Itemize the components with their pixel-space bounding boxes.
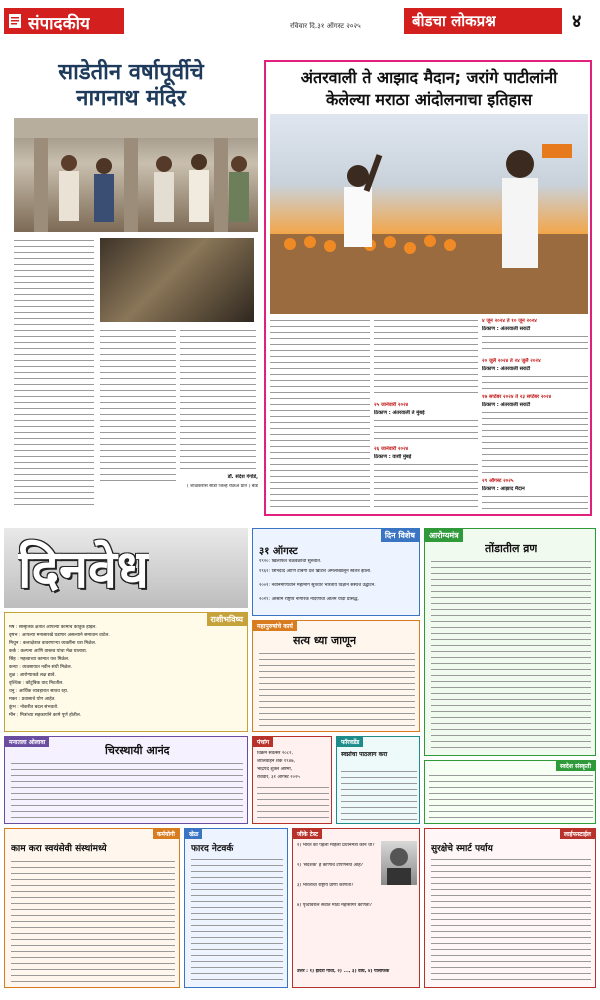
karmayogi-box bbox=[4, 828, 180, 988]
newspaper-emblem-icon bbox=[8, 12, 24, 30]
forward-box bbox=[336, 736, 420, 824]
gk-label: जीके टेस्ट bbox=[293, 829, 322, 839]
dinvishesh-box bbox=[252, 528, 420, 616]
timeline-place-7: ठिकाण : आझाद मैदान bbox=[482, 486, 525, 492]
story-box bbox=[424, 760, 596, 824]
manas-body bbox=[11, 761, 243, 821]
main-article bbox=[264, 60, 592, 516]
timeline-place-6: ठिकाण : अंतरवाली सराटी bbox=[482, 402, 531, 408]
timeline-place-1: ठिकाण : अंतरवाली ते मुंबई bbox=[374, 410, 425, 416]
panchang-line: विक्रम संवत्सर २०८२, bbox=[257, 751, 293, 756]
dinvedh-masthead bbox=[4, 528, 248, 608]
mahapurush-label: महापुरुषांचे कार्य bbox=[253, 621, 297, 631]
karmayogi-label: कर्मयोगी bbox=[153, 829, 179, 839]
gk-question: ४) पृथ्वीवरील सर्वात मोठा महासागर कोणता? bbox=[297, 903, 373, 908]
khel-box bbox=[184, 828, 288, 988]
rashi-box bbox=[4, 612, 248, 732]
timeline-col-3 bbox=[482, 318, 588, 514]
newspaper-name: बीडचा लोकप्रश्न bbox=[412, 12, 496, 30]
timeline-place-4: ठिकाण : अंतरवाली सराटी bbox=[482, 326, 531, 332]
portrait-photo bbox=[381, 841, 417, 885]
gk-question: ३) भारताचा राष्ट्रीय प्राणी कोणता? bbox=[297, 883, 354, 888]
timeline-date-4: ४ जून २०२४ ते १० जून २०२४ bbox=[482, 318, 537, 324]
forward-body bbox=[341, 769, 417, 821]
gk-box bbox=[292, 828, 420, 988]
col3-body-c bbox=[482, 410, 588, 474]
rashi-item: धनु : आर्थिक व्यवहारात सावध रहा. bbox=[9, 689, 69, 694]
col3-body-b bbox=[482, 374, 588, 390]
timeline-date-5: २० जुलै २०२४ ते २४ जुलै २०२४ bbox=[482, 358, 541, 364]
mahapurush-title: सत्य ध्या जाणून bbox=[293, 634, 357, 647]
col3-body-a bbox=[482, 334, 588, 354]
temple-group-photo bbox=[14, 118, 258, 232]
rashi-item: कन्या : व्यवसायात नवीन संधी मिळेल. bbox=[9, 665, 73, 670]
karmayogi-title: काम करा स्वयंसेवी संस्थांमध्ये bbox=[11, 844, 107, 854]
arogya-body bbox=[431, 559, 591, 749]
section-title: संपादकीय bbox=[28, 14, 90, 34]
forward-label: फॉरवर्डेड bbox=[337, 737, 363, 747]
timeline-date-6: १७ सप्टेंबर २०२४ ते २३ सप्टेंबर २०२४ bbox=[482, 394, 552, 400]
tech-body bbox=[431, 857, 591, 985]
manas-label: मनातला ओलावा bbox=[5, 737, 49, 747]
main-article-title-2: केलेल्या मराठा आंदोलनाचा इतिहास bbox=[325, 90, 533, 109]
rashi-item: मकर : प्रवासाचे योग आहेत. bbox=[9, 697, 56, 702]
timeline-date-7: २९ ऑगस्ट २०२५ bbox=[482, 478, 514, 484]
temple-stone-photo bbox=[100, 238, 254, 322]
page-number: ४ bbox=[572, 11, 582, 32]
timeline-col-1 bbox=[270, 318, 370, 514]
dateline: रविवार दि.३१ ऑगस्ट २०२५ bbox=[290, 22, 361, 30]
timeline-place-5: ठिकाण : अंतरवाली सराटी bbox=[482, 366, 531, 372]
dinvishesh-item: १९२०: खिलाफत चळवळीची सुरुवात. bbox=[259, 559, 322, 564]
left-article-body-col1 bbox=[14, 238, 94, 508]
dinvishesh-date: ३१ ऑगस्ट bbox=[259, 546, 298, 557]
arogya-label: आरोग्यमंत्र bbox=[425, 529, 463, 542]
khel-title: फारद नेटवर्क bbox=[191, 844, 234, 854]
gk-question: २) 'संदेशक' हे कोणाचे टोपणनाव आहे? bbox=[297, 863, 364, 868]
col2-body-top bbox=[374, 318, 478, 398]
left-article-body-col3 bbox=[180, 328, 256, 470]
rashi-item: वृश्चिक : कौटुंबिक वाद मिटतील. bbox=[9, 681, 64, 686]
manas-title: चिरस्थायी आनंद bbox=[105, 744, 170, 757]
rashi-item: मेष : सांसृतिक क्षेत्रात आपल्या कामाचे कौतुक होईल. bbox=[9, 625, 97, 630]
col2-body-mid bbox=[374, 418, 478, 442]
rashi-list bbox=[9, 625, 245, 731]
left-article-body-col2 bbox=[100, 328, 176, 482]
rashi-item: मिथुन : कलाक्षेत्रात वावरणाऱ्या व्यक्तींना यश मिळेल. bbox=[9, 641, 97, 646]
karmayogi-body bbox=[11, 859, 175, 985]
rashi-item: कुंभ : नोकरीत बदल संभवतो. bbox=[9, 705, 59, 710]
khel-label: खेळ bbox=[185, 829, 202, 839]
left-article bbox=[4, 56, 258, 514]
dinvishesh-label: दिन विशेष bbox=[381, 529, 419, 542]
story-body bbox=[429, 773, 593, 821]
mahapurush-box bbox=[252, 620, 420, 732]
rashi-item: मीन : मित्रांच्या सहकार्याने कामे पूर्ण होतील. bbox=[9, 713, 82, 718]
rashi-item: वृषभ : आपल्या मनासारखे घडणार असल्याने समाधान वाटेल. bbox=[9, 633, 110, 638]
manas-box bbox=[4, 736, 248, 824]
rashi-item: सिंह : महत्वाच्या कामात यश मिळेल. bbox=[9, 657, 70, 662]
rally-photo bbox=[270, 114, 588, 314]
timeline-place-2: ठिकाण : वाशी मुंबई bbox=[374, 454, 412, 460]
mahapurush-body bbox=[259, 651, 415, 729]
section-title-box bbox=[4, 8, 124, 34]
panchang-body bbox=[257, 785, 329, 821]
arogya-box bbox=[424, 528, 596, 756]
col1-body bbox=[270, 318, 370, 508]
arogya-title: तोंडातील व्रण bbox=[485, 542, 538, 555]
panchang-label: पंचांग bbox=[253, 737, 273, 747]
panchang-box bbox=[252, 736, 332, 824]
left-article-title-2: नागनाथ मंदिर bbox=[76, 86, 186, 111]
panchang-line: रविवार, ३१ ऑगस्ट २०२५ bbox=[257, 775, 300, 780]
rashi-label: राशीभविष्य bbox=[207, 613, 247, 626]
dinvedh-title: दिनवेध bbox=[18, 540, 149, 600]
left-article-signature: डॉ. संदेश गंगोडे, bbox=[227, 474, 258, 480]
tech-title: सुरक्षेचे स्मार्ट पर्याय bbox=[431, 844, 493, 854]
gk-answers: उत्तरे : १) इंदिरा गांधी, २) ..., ३) वाघ, ४) पॅसिफिक bbox=[297, 969, 390, 974]
gk-question: १) भारत की पहली महिला प्रधानमंत्री कौन थी? bbox=[297, 843, 375, 848]
rashi-item: तूळ : आरोग्याकडे लक्ष द्यावे. bbox=[9, 673, 56, 678]
main-article-title-1: अंतरवाली ते आझाद मैदान; जरांगे पाटीलांनी bbox=[300, 68, 558, 87]
story-label: स्वदेश संस्कृती bbox=[556, 761, 595, 771]
header-bar bbox=[4, 8, 596, 34]
timeline-col-2 bbox=[374, 318, 478, 514]
forward-title: स्वप्नांचा पाठलाग करा bbox=[341, 751, 388, 758]
left-article-title-1: साडेतीन वर्षापूर्वीचे bbox=[58, 60, 204, 85]
col2-body-bottom bbox=[374, 462, 478, 512]
panchang-line: भाद्रपद शुक्ल अष्टमी, bbox=[257, 767, 293, 772]
tech-label: लाईफस्टाईल bbox=[560, 829, 595, 839]
panchang-line: शालिवाहन शके १९४७, bbox=[257, 759, 295, 764]
timeline-date-1: २५ जानेवारी २०२४ bbox=[374, 402, 409, 408]
dinvishesh-item: २०१९: आसाम राष्ट्रीय नागरिक नोंदणीची अंतिम यादी प्रसिद्ध. bbox=[259, 597, 359, 602]
col3-body-d bbox=[482, 494, 588, 512]
left-article-credit: ( शाळकरीस सोडी जिल्हे रेक्रिअ प्रांत ) बीड bbox=[186, 484, 258, 489]
newspaper-name-box bbox=[404, 8, 562, 34]
dinvishesh-item: १९६२: त्रिनिदाद आणि टोबॅगो देश ब्रिटिश अमलाखालून स्वतंत्र झाला. bbox=[259, 569, 372, 574]
timeline-date-2: २६ जानेवारी २०२४ bbox=[374, 446, 409, 452]
khel-body bbox=[191, 857, 283, 985]
rashi-item: कर्क : कल्पना आणि वास्तव यांचा मेळ घालावा. bbox=[9, 649, 88, 654]
tech-box bbox=[424, 828, 596, 988]
dinvishesh-item: २००१: नवनिर्माणाधीन महामार्ग सूत्रधार भारतीय विज्ञान संस्थेचे उद्घाटन. bbox=[259, 583, 376, 588]
